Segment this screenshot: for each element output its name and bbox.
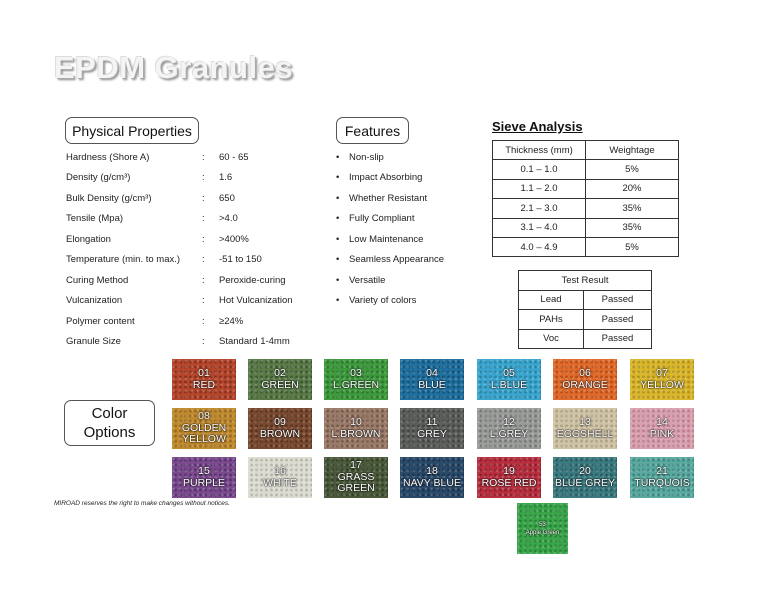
property-value: -51 to 150 (219, 254, 262, 266)
weightage-cell: 5% (586, 237, 679, 256)
swatch-code: 02 (274, 367, 286, 379)
sieve-analysis-heading: Sieve Analysis (492, 119, 583, 134)
feature-item (336, 291, 444, 312)
swatch-label (634, 466, 689, 489)
property-colon: : (202, 254, 205, 266)
test-status-cell: Passed (584, 329, 652, 349)
property-row (66, 270, 319, 291)
swatch-name: RED (192, 378, 216, 391)
table-row (519, 329, 652, 349)
table-row (493, 160, 679, 179)
page-title: EPDM Granules (54, 50, 294, 85)
swatch-name: BLUE (418, 378, 446, 391)
color-swatch-eggshell (553, 408, 617, 449)
weightage-cell: 5% (586, 160, 679, 179)
table-row (493, 237, 679, 256)
thickness-cell: 1.1 – 2.0 (493, 179, 586, 198)
swatch-code: 53 (539, 521, 546, 528)
swatch-name: WHITE (263, 476, 297, 489)
color-swatch-white (248, 457, 312, 498)
weightage-cell: 35% (586, 218, 679, 237)
table-row (519, 290, 652, 310)
swatch-name: GREEN (261, 378, 299, 391)
feature-label: Low Maintenance (349, 233, 424, 245)
swatch-label (491, 368, 527, 391)
table-row (493, 199, 679, 218)
swatch-label (557, 417, 614, 440)
table-header-row (519, 271, 652, 291)
features-list (336, 147, 444, 311)
test-status-cell: Passed (584, 290, 652, 310)
swatch-name: GREY (417, 427, 447, 440)
swatch-label (403, 466, 461, 489)
color-swatch-blue (400, 359, 464, 400)
property-colon: : (202, 233, 205, 245)
bullet-icon: • (336, 274, 340, 286)
color-swatch-yellow (630, 359, 694, 400)
property-row (66, 168, 319, 189)
thickness-cell: 3.1 – 4.0 (493, 218, 586, 237)
swatch-name: L.GREY (489, 427, 529, 440)
feature-item (336, 168, 444, 189)
swatch-name: GRASS GREEN (337, 470, 375, 495)
color-swatch-brown (248, 408, 312, 449)
property-colon: : (202, 192, 205, 204)
feature-label: Versatile (349, 274, 386, 286)
property-colon: : (202, 172, 205, 184)
swatch-label (650, 417, 675, 440)
swatch-code: 04 (426, 367, 438, 379)
test-name-cell: PAHs (519, 310, 584, 330)
property-name: Polymer content (66, 315, 135, 327)
feature-item (336, 209, 444, 230)
swatch-name: NAVY BLUE (403, 476, 461, 489)
color-swatch-navy-blue (400, 457, 464, 498)
feature-label: Whether Resistant (349, 192, 428, 204)
swatch-code: 19 (503, 465, 515, 477)
color-swatch-orange (553, 359, 617, 400)
feature-label: Impact Absorbing (349, 172, 423, 184)
swatch-name: L.BROWN (331, 427, 381, 440)
table-header-row (493, 141, 679, 160)
color-swatch-grey (400, 408, 464, 449)
color-swatch-grass-green (324, 457, 388, 498)
swatch-code: 05 (503, 367, 515, 379)
color-swatch-rose-red (477, 457, 541, 498)
swatch-code: 10 (350, 416, 362, 428)
property-row (66, 147, 319, 168)
color-swatch-apple-green (517, 503, 568, 554)
property-row (66, 188, 319, 209)
color-swatch-l-grey (477, 408, 541, 449)
color-swatch-red (172, 359, 236, 400)
color-options-heading-line2: Options (83, 424, 136, 441)
table-row (519, 310, 652, 330)
property-colon: : (202, 295, 205, 307)
features-heading: Features (336, 117, 409, 144)
disclaimer-notice: MIROAD reserves the right to make changes without notices. (54, 500, 230, 507)
swatch-code: 18 (426, 465, 438, 477)
property-name: Elongation (66, 233, 111, 245)
property-name: Density (g/cm³) (66, 172, 131, 184)
swatch-label (172, 411, 236, 446)
property-value: 1.6 (219, 172, 233, 184)
swatch-code: 21 (656, 465, 668, 477)
column-header-weightage: Weightage (586, 141, 679, 160)
swatch-name: L.GREEN (332, 378, 380, 391)
test-result-heading: Test Result (519, 271, 652, 291)
swatch-code: 13 (579, 416, 591, 428)
test-name-cell: Voc (519, 329, 584, 349)
swatch-label (193, 368, 215, 391)
property-name: Vulcanization (66, 295, 123, 307)
property-value: Peroxide-curing (219, 274, 286, 286)
color-options-heading-line1: Color (91, 405, 128, 422)
swatch-code: 12 (503, 416, 515, 428)
color-swatch-turquois (630, 457, 694, 498)
feature-item (336, 250, 444, 271)
weightage-cell: 35% (586, 199, 679, 218)
property-colon: : (202, 274, 205, 286)
swatch-label (324, 460, 388, 495)
swatch-label (333, 368, 379, 391)
swatch-label (418, 368, 445, 391)
thickness-cell: 0.1 – 1.0 (493, 160, 586, 179)
property-row (66, 250, 319, 271)
swatch-name: TURQUOIS (634, 476, 690, 489)
swatch-code: 16 (274, 465, 286, 477)
swatch-name: ROSE RED (481, 476, 537, 489)
property-value: 650 (219, 192, 235, 204)
swatch-label (331, 417, 380, 440)
thickness-cell: 4.0 – 4.9 (493, 237, 586, 256)
swatch-code: 08 (198, 410, 210, 423)
bullet-icon: • (336, 192, 340, 204)
swatch-code: 17 (350, 459, 362, 472)
swatch-code: 11 (426, 416, 438, 428)
color-swatch-l-brown (324, 408, 388, 449)
property-name: Tensile (Mpa) (66, 213, 124, 225)
swatch-label (263, 466, 297, 489)
color-swatch-green (248, 359, 312, 400)
swatch-name: BLUE GREY (554, 476, 616, 489)
bullet-icon: • (336, 254, 340, 266)
swatch-code: 15 (198, 465, 210, 477)
color-swatch-golden-yellow (172, 408, 236, 449)
property-row (66, 311, 319, 332)
feature-item (336, 229, 444, 250)
swatch-label (183, 466, 225, 489)
property-colon: : (202, 336, 205, 348)
property-value: 60 - 65 (219, 151, 249, 163)
bullet-icon: • (336, 295, 340, 307)
swatch-label (526, 521, 560, 537)
property-name: Bulk Density (g/cm³) (66, 192, 152, 204)
property-colon: : (202, 213, 205, 225)
bullet-icon: • (336, 172, 340, 184)
swatch-label (490, 417, 529, 440)
property-name: Temperature (min. to max.) (66, 254, 181, 266)
swatch-code: 14 (656, 416, 668, 428)
test-result-table (518, 270, 652, 349)
swatch-name: YELLOW (640, 378, 684, 391)
color-options-heading (64, 400, 155, 446)
swatch-name: PINK (649, 427, 675, 440)
property-value: >4.0 (219, 213, 238, 225)
test-name-cell: Lead (519, 290, 584, 310)
property-name: Granule Size (66, 336, 121, 348)
property-value: Hot Vulcanization (219, 295, 293, 307)
swatch-name: L.BLUE (490, 378, 528, 391)
swatch-name: PURPLE (182, 476, 225, 489)
thickness-cell: 2.1 – 3.0 (493, 199, 586, 218)
property-value: >400% (219, 233, 249, 245)
feature-item (336, 270, 444, 291)
property-row (66, 291, 319, 312)
property-row (66, 229, 319, 250)
table-row (493, 218, 679, 237)
swatch-name: BROWN (259, 427, 301, 440)
bullet-icon: • (336, 233, 340, 245)
swatch-label (555, 466, 615, 489)
property-name: Curing Method (66, 274, 129, 286)
feature-label: Non-slip (349, 151, 384, 163)
swatch-label (417, 417, 447, 440)
swatch-name: GOLDEN YELLOW (181, 421, 227, 446)
table-row (493, 179, 679, 198)
swatch-name: ORANGE (562, 378, 608, 391)
test-status-cell: Passed (584, 310, 652, 330)
swatch-code: 01 (198, 367, 210, 379)
property-value: ≥24% (219, 315, 244, 327)
swatch-code: 06 (579, 367, 591, 379)
swatch-code: 03 (350, 367, 362, 379)
color-swatch-blue-grey (553, 457, 617, 498)
color-swatch-l-green (324, 359, 388, 400)
property-value: Standard 1-4mm (219, 336, 290, 348)
weightage-cell: 20% (586, 179, 679, 198)
swatch-label (640, 368, 684, 391)
bullet-icon: • (336, 213, 340, 225)
feature-item (336, 188, 444, 209)
swatch-label (562, 368, 608, 391)
swatch-label (482, 466, 537, 489)
color-swatch-purple (172, 457, 236, 498)
swatch-code: 07 (656, 367, 668, 379)
swatch-code: 09 (274, 416, 286, 428)
swatch-code: 20 (579, 465, 591, 477)
feature-item (336, 147, 444, 168)
swatch-label (260, 417, 300, 440)
property-row (66, 209, 319, 230)
bullet-icon: • (336, 151, 340, 163)
feature-label: Seamless Appearance (349, 254, 445, 266)
color-swatch-pink (630, 408, 694, 449)
sieve-analysis-table (492, 140, 679, 257)
physical-properties-list (66, 147, 319, 352)
property-name: Hardness (Shore A) (66, 151, 150, 163)
swatch-name: Apple Green (525, 529, 560, 536)
property-colon: : (202, 315, 205, 327)
feature-label: Variety of colors (349, 295, 417, 307)
property-row (66, 332, 319, 353)
column-header-thickness: Thickness (mm) (493, 141, 586, 160)
color-swatch-l-blue (477, 359, 541, 400)
feature-label: Fully Compliant (349, 213, 415, 225)
swatch-label (261, 368, 298, 391)
swatch-name: EGGSHELL (556, 427, 614, 440)
physical-properties-heading: Physical Properties (65, 117, 199, 144)
property-colon: : (202, 151, 205, 163)
